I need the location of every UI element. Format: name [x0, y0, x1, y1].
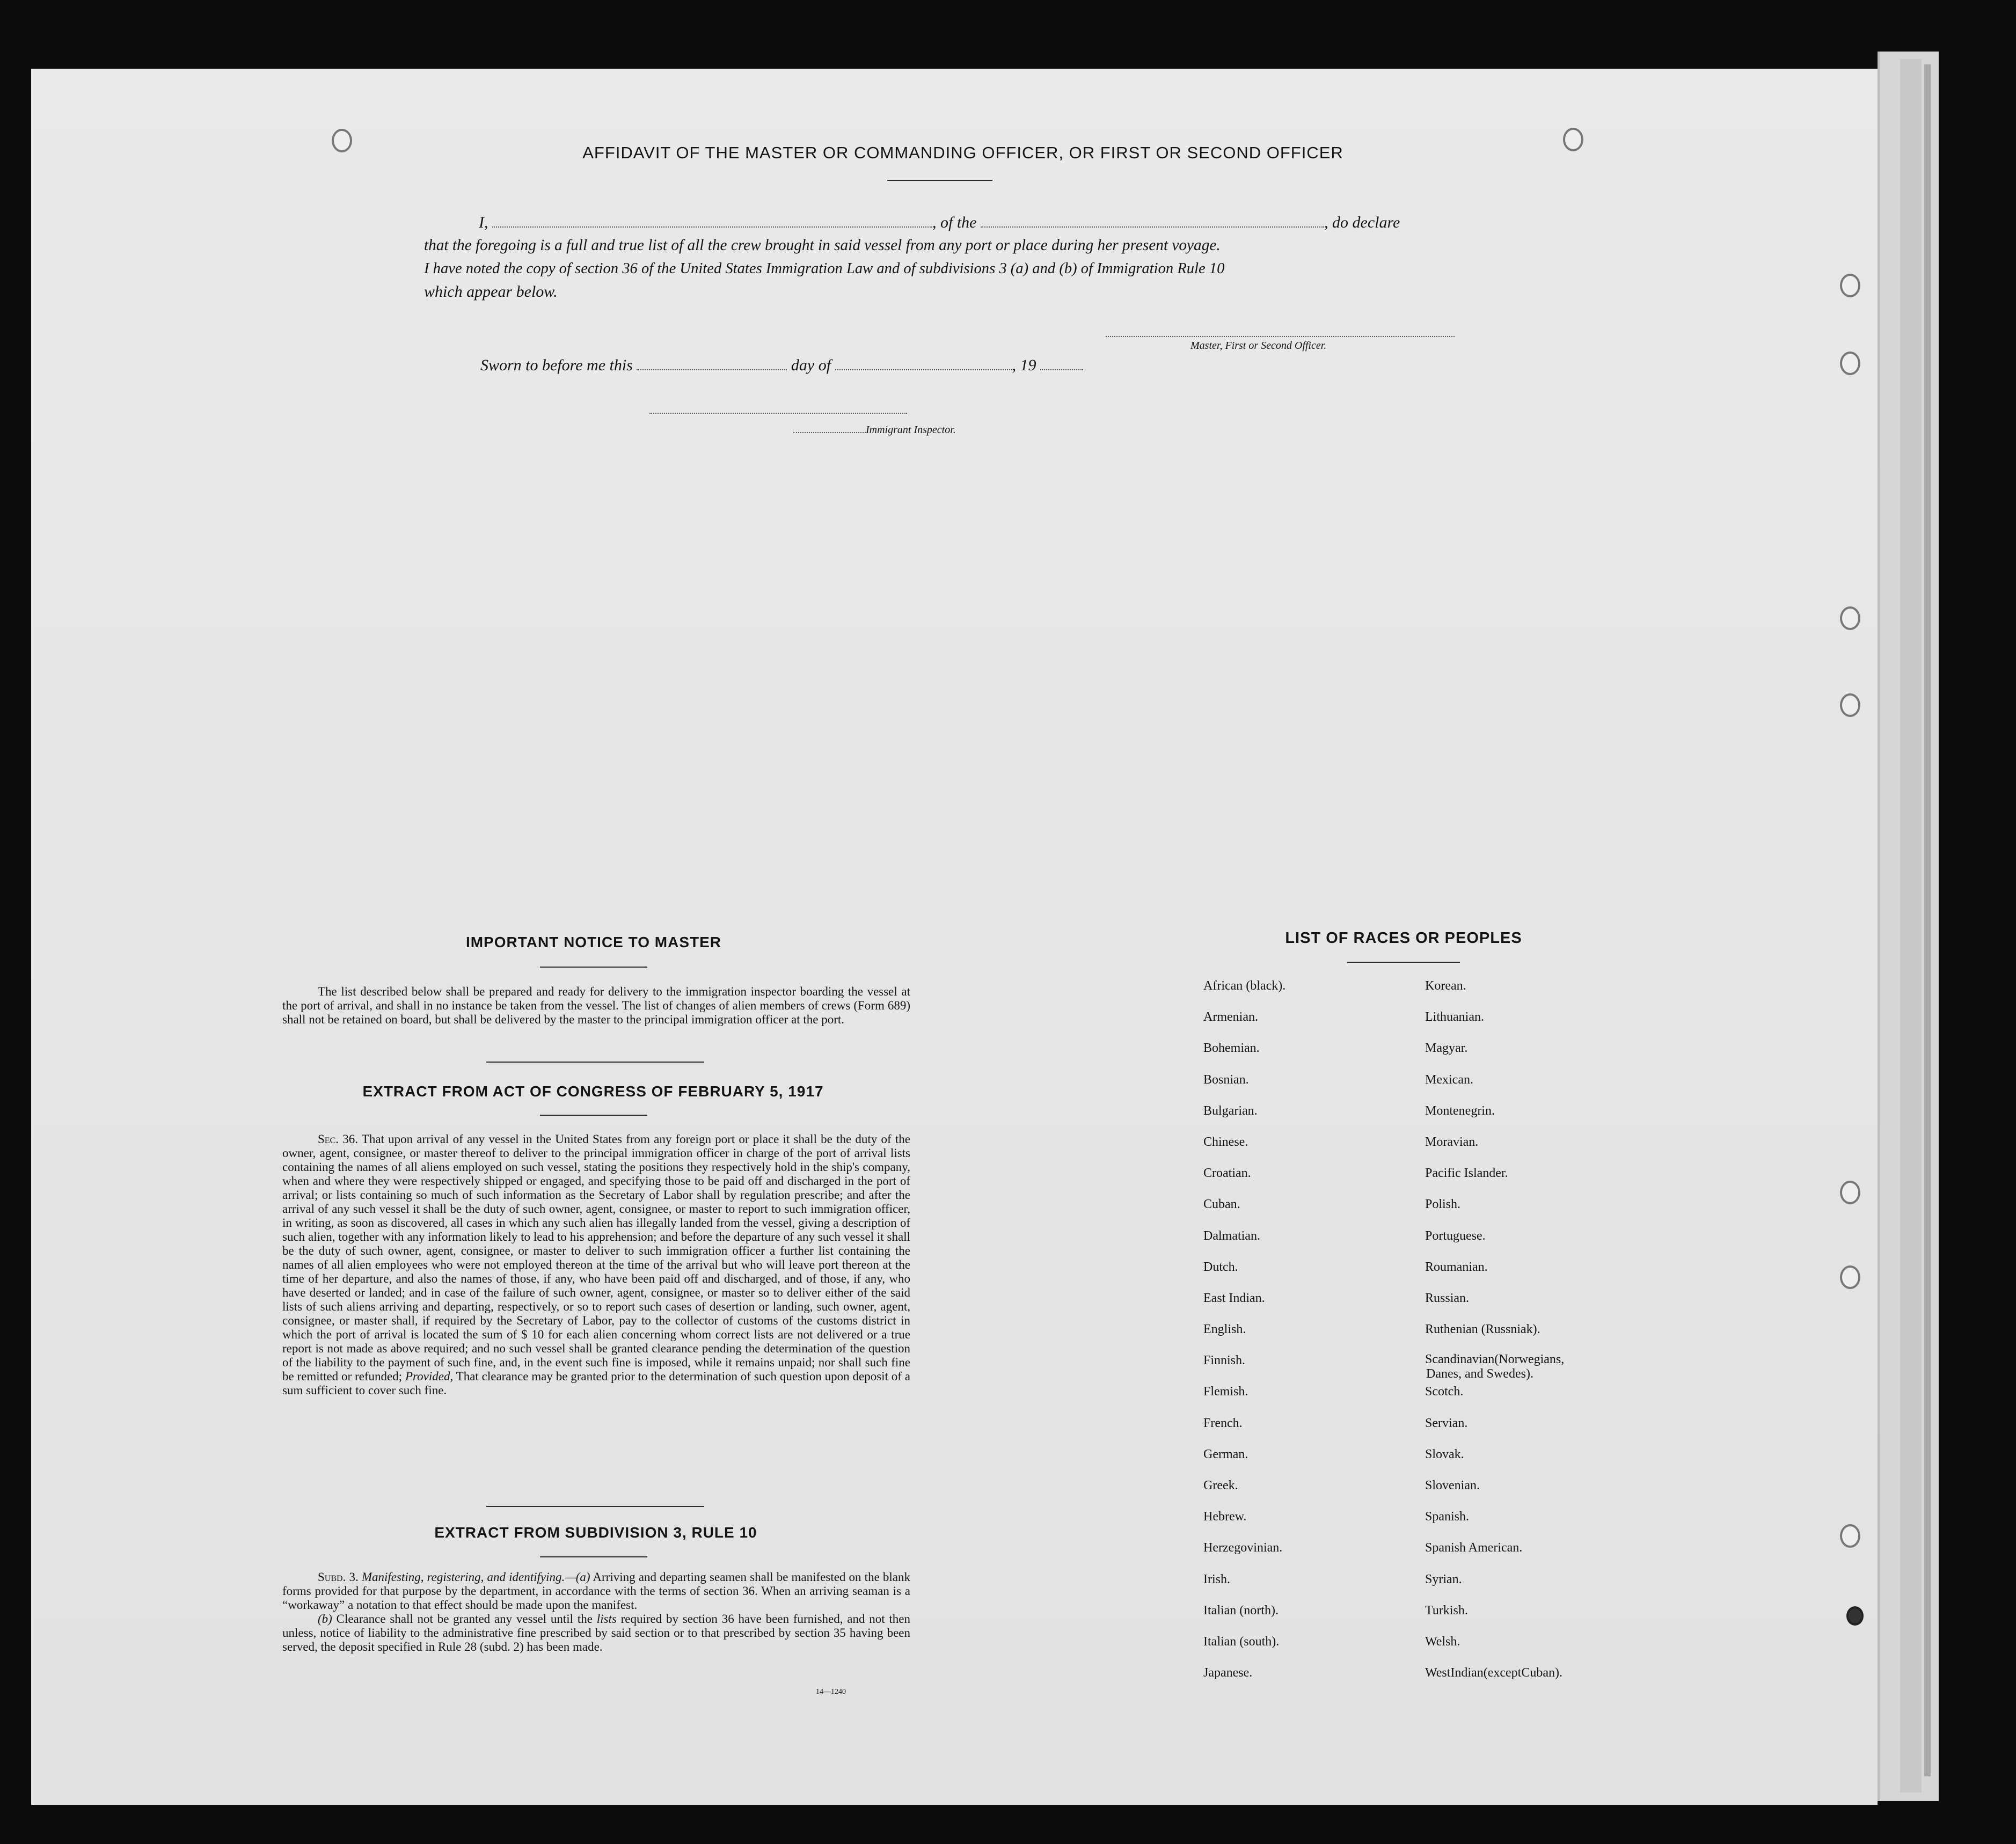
race-item: Syrian.	[1425, 1572, 1462, 1586]
inspector-dots	[793, 431, 866, 433]
race-item: Bosnian.	[1203, 1072, 1249, 1087]
race-item: Irish.	[1203, 1572, 1230, 1586]
affidavit-line-2: that the foregoing is a full and true list of all the crew brought in said vessel from any port or place during her present voyage.	[424, 237, 1221, 254]
race-item: Croatian.	[1203, 1166, 1251, 1181]
punch-hole-icon	[1840, 606, 1860, 630]
race-item	[1425, 1352, 1564, 1384]
b-label: (b)	[318, 1612, 332, 1626]
punch-hole-icon	[1846, 1606, 1864, 1626]
race-item: Servian.	[1425, 1416, 1468, 1430]
race-item: Herzegovinian.	[1203, 1541, 1283, 1555]
subd-label: Subd. 3.	[318, 1570, 359, 1584]
sworn-day-field[interactable]	[637, 369, 787, 370]
day-of-label: day of	[791, 356, 831, 374]
race-item: Bulgarian.	[1203, 1103, 1258, 1118]
stacked-page-edge	[1900, 59, 1922, 1792]
affidavit-do-declare: , do declare	[1324, 214, 1400, 231]
act-body: That upon arrival of any vessel in the United States from any foreign port or place it shall be the duty of the owner, agent, consignee, or master thereof to deliver to the principal immigration officer in charge of the port of arrival lists containing the names of all aliens employed on such vessel, stating the positions they respectively hold in the ship's company, when and where they were respectively shipped or engaged, and specifying those to be paid off and discharged in the port of arrival; or lists containing so much of such information as the Secretary of Labor shall by regulation prescribe; and after the arrival of any such vessel it shall be the duty of such owner, agent, consignee, or master to report to such immigration officer, in writing, as soon as discovered, all cases in which any such alien has illegally landed from the vessel, giving a description of such alien, together with any information likely to lead to his apprehension; and before the departure of any such vessel it shall be the duty of such owner, agent, consignee, or master to deliver to such immigration officer a further list containing the names of all alien employees who were not employed thereon at the time of the arrival but who will leave port thereon at the time of her departure, and also the names of those, if any, who have been paid off and discharged, and of those, if any, who have deserted or landed; and in case of the failure of such owner, agent, consignee, or master so to deliver either of the said lists of such aliens arriving and departing, respectively, or so to report such cases of desertion or landing, such owner, agent, consignee, or master shall, if required by the Secretary of Labor, pay to the collector of customs of the customs district in which the port of arrival is located the sum of $ 10 for each alien concerning whom correct lists are not delivered or a true report is not made as above required; and no such vessel shall be granted clearance pending the determination of the question of the liability to the payment of such fine, and, in the event such fine is imposed, while it remains unpaid; nor shall such fine be remitted or refunded;	[282, 1132, 910, 1383]
sworn-month-field[interactable]	[835, 369, 1012, 370]
act-body-end: That clearance may be granted prior to the determination of such question upon deposit of a sum sufficient to cover such fine.	[282, 1370, 910, 1397]
race-item: Slovenian.	[1425, 1479, 1480, 1492]
vessel-field[interactable]	[981, 226, 1324, 228]
rule-heading-underline	[540, 1556, 647, 1557]
sec-label: Sec. 36.	[318, 1132, 358, 1146]
punch-hole-icon	[1563, 128, 1583, 151]
race-item: Turkish.	[1425, 1603, 1468, 1618]
sworn-label: Sworn to before me this	[480, 356, 633, 374]
race-item: Chinese.	[1203, 1135, 1248, 1149]
race-item: Magyar.	[1425, 1041, 1468, 1056]
race-item: Greek.	[1203, 1479, 1238, 1492]
inspector-signature-field[interactable]	[649, 412, 907, 414]
race-item: Korean.	[1425, 979, 1466, 993]
race-item: Spanish American.	[1425, 1541, 1523, 1555]
race-item: Dalmatian.	[1203, 1228, 1260, 1243]
race-item-line: Scandinavian(Norwegians,	[1425, 1352, 1565, 1367]
race-item: Flemish.	[1203, 1385, 1248, 1399]
race-item: Roumanian.	[1425, 1260, 1488, 1274]
act-heading-underline	[540, 1115, 647, 1116]
race-item: Dutch.	[1203, 1260, 1238, 1274]
notice-heading-underline	[540, 967, 647, 968]
race-item: Italian (south).	[1203, 1634, 1280, 1649]
affidavit-i: I,	[479, 214, 488, 231]
race-item: Pacific Islander.	[1425, 1166, 1508, 1181]
rule-text-b2: required by section 36 have been furnished, and not then unless, notice of liability to the administrative fine prescribed by said section or to that prescribed by section 35 having been served, the deposit specified in Rule 28 (subd. 2) has been made.	[282, 1612, 911, 1653]
race-item: WestIndian(exceptCuban).	[1425, 1666, 1562, 1680]
races-heading: LIST OF RACES OR PEOPLES	[1285, 930, 1522, 947]
notice-text: The list described below shall be prepared and ready for delivery to the immigration inspector boarding the vessel at the port of arrival, and shall in no instance be taken from the vessel. The list of changes of alien members of crews (Form 689) shall not be retained on board, but shall be delivered by the master to the principal immigration officer at the port.	[282, 985, 910, 1026]
race-item: Mexican.	[1425, 1072, 1473, 1087]
race-item: Hebrew.	[1203, 1510, 1247, 1524]
punch-hole-icon	[1840, 1524, 1860, 1548]
signature-field[interactable]	[1106, 335, 1455, 337]
race-item: Italian (north).	[1203, 1603, 1279, 1618]
race-item: Welsh.	[1425, 1634, 1460, 1649]
race-item: Portuguese.	[1425, 1228, 1486, 1243]
sworn-year-field[interactable]	[1040, 369, 1083, 370]
race-item-line: Danes, and Swedes).	[1426, 1367, 1533, 1381]
affidavit-title: AFFIDAVIT OF THE MASTER OR COMMANDING OFFICER, OR FIRST OR SECOND OFFICER	[582, 143, 1343, 162]
notice-heading: IMPORTANT NOTICE TO MASTER	[465, 934, 722, 950]
races-right-column	[1425, 978, 1564, 1696]
races-left-column	[1203, 978, 1285, 1696]
inspector-line	[793, 424, 956, 436]
affidavit-body	[424, 211, 1455, 303]
punch-hole-icon	[1840, 274, 1860, 297]
race-item: Slovak.	[1425, 1447, 1464, 1461]
rule-para-a	[282, 1570, 910, 1612]
signature-label: Master, First or Second Officer.	[1190, 340, 1327, 352]
rule-text-a: Arriving and departing seamen shall be manifested on the blank forms provided for that purpose by the department, in accordance with the terms of section 36. When an arriving seaman is a “workaway” a notation to that effect should be made upon the manifest.	[282, 1570, 910, 1612]
race-item: Ruthenian (Russniak).	[1425, 1322, 1540, 1337]
rule-text	[282, 1570, 910, 1654]
section-divider	[486, 1506, 704, 1507]
rule-para-b	[282, 1612, 910, 1654]
race-item: Armenian.	[1203, 1010, 1258, 1025]
punch-hole-icon	[1840, 1181, 1860, 1204]
punch-hole-icon	[332, 129, 352, 152]
form-number: 14—1240	[816, 1688, 846, 1696]
race-item: African (black).	[1203, 979, 1286, 993]
year-label: , 19	[1012, 356, 1036, 374]
race-item: Bohemian.	[1203, 1041, 1260, 1056]
rule-heading: EXTRACT FROM SUBDIVISION 3, RULE 10	[434, 1524, 757, 1541]
act-text	[282, 1132, 910, 1397]
punch-hole-icon	[1840, 352, 1860, 375]
punch-hole-icon	[1840, 1265, 1860, 1289]
races-heading-underline	[1347, 962, 1460, 963]
affidavit-of-the: , of the	[932, 214, 977, 231]
stacked-page-edge	[1924, 64, 1931, 1776]
section-divider	[486, 1062, 704, 1063]
punch-hole-icon	[1840, 693, 1860, 717]
race-item: Lithuanian.	[1425, 1010, 1484, 1025]
rule-title: Manifesting, registering, and identifying.—(a)	[361, 1570, 590, 1584]
act-heading: EXTRACT FROM ACT OF CONGRESS OF FEBRUARY 5, 1917	[362, 1083, 824, 1100]
affidavit-line-4: which appear below.	[424, 283, 558, 301]
race-item: Cuban.	[1203, 1197, 1240, 1212]
race-item: German.	[1203, 1447, 1248, 1461]
race-item: Scotch.	[1425, 1385, 1464, 1399]
race-item: Finnish.	[1203, 1353, 1246, 1368]
race-item: Spanish.	[1425, 1510, 1470, 1524]
race-item: English.	[1203, 1322, 1246, 1337]
title-underline	[887, 180, 992, 181]
affidavit-line-3: I have noted the copy of section 36 of the United States Immigration Law and of subdivisions 3 (a) and (b) of Immigration Rule 10	[424, 260, 1225, 277]
sworn-line	[480, 356, 1083, 375]
name-field[interactable]	[492, 226, 932, 228]
race-item: East Indian.	[1203, 1291, 1265, 1305]
race-item: Polish.	[1425, 1197, 1461, 1212]
provided-label: Provided,	[405, 1370, 454, 1383]
race-item: Russian.	[1425, 1291, 1470, 1305]
inspector-label: Immigrant Inspector.	[866, 424, 956, 436]
race-item: Montenegrin.	[1425, 1103, 1495, 1118]
race-item: Japanese.	[1203, 1666, 1253, 1680]
race-item: Moravian.	[1425, 1135, 1479, 1149]
race-item: French.	[1203, 1416, 1243, 1430]
lists-word: lists	[596, 1612, 617, 1626]
rule-text-b1: Clearance shall not be granted any vessel until the	[336, 1612, 593, 1626]
